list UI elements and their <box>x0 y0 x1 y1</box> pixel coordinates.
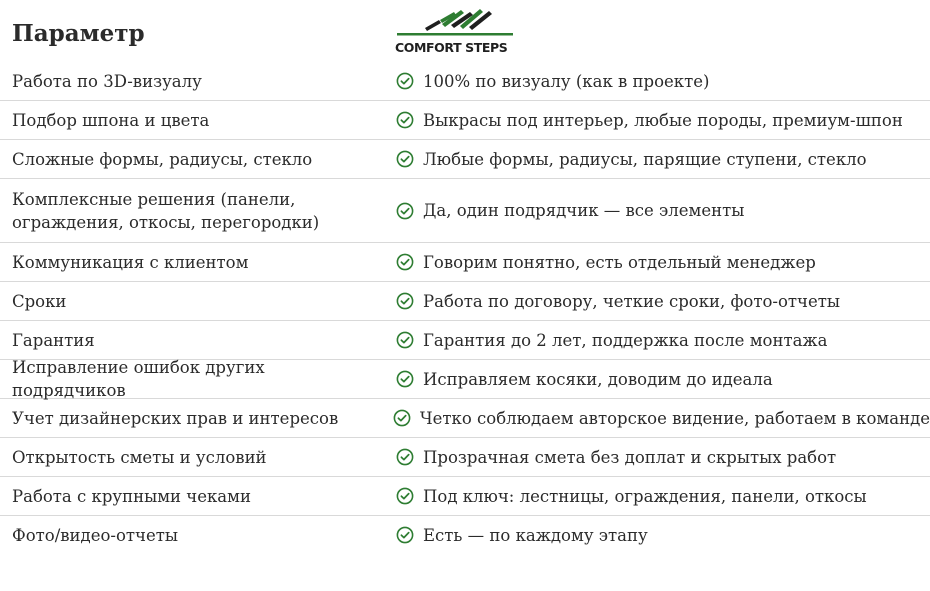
check-circle-icon <box>396 202 414 220</box>
table-row <box>0 360 930 399</box>
value-cell <box>383 109 930 132</box>
check-circle-icon <box>396 370 414 388</box>
table-row <box>0 140 930 179</box>
value-cell <box>383 485 930 508</box>
parameter-cell: Подбор шпона и цвета <box>12 110 210 130</box>
value-cell <box>383 368 930 391</box>
value-text: Прозрачная смета без доплат и скрытых работ <box>423 447 837 467</box>
table-row <box>0 282 930 321</box>
table-row <box>0 438 930 477</box>
check-circle-icon <box>396 331 414 349</box>
parameter-cell: Сроки <box>12 291 67 311</box>
stairs-logo-icon <box>395 4 520 40</box>
value-cell <box>383 329 930 352</box>
parameter-cell: Учет дизайнерских прав и интересов <box>12 408 339 428</box>
value-cell <box>383 524 930 547</box>
check-circle-icon <box>396 487 414 505</box>
value-text: Четко соблюдаем авторское видение, работаем в команде <box>419 408 930 428</box>
parameter-cell: Работа по 3D-визуалу <box>12 71 202 91</box>
table-row <box>0 399 930 438</box>
table-row <box>0 321 930 360</box>
table-row <box>0 101 930 140</box>
value-text: Под ключ: лестницы, ограждения, панели, откосы <box>423 486 867 506</box>
check-circle-icon <box>396 448 414 466</box>
value-text: Есть — по каждому этапу <box>423 525 648 545</box>
table-row <box>0 179 930 243</box>
parameter-cell: Фото/видео-отчеты <box>12 525 178 545</box>
value-text: Любые формы, радиусы, парящие ступени, стекло <box>423 149 867 169</box>
value-text: Выкрасы под интерьер, любые породы, премиум-шпон <box>423 110 903 130</box>
value-text: Да, один подрядчик — все элементы <box>423 201 745 220</box>
check-circle-icon <box>396 111 414 129</box>
value-cell <box>380 407 930 430</box>
value-text: Исправляем косяки, доводим до идеала <box>423 369 773 389</box>
parameter-cell: Открытость сметы и условий <box>12 447 267 467</box>
parameter-cell: Гарантия <box>12 330 95 350</box>
check-circle-icon <box>396 292 414 310</box>
parameter-cell: Комплексные решения (панели, ограждения, откосы, перегородки) <box>12 189 320 232</box>
table-row <box>0 62 930 101</box>
check-circle-icon <box>393 409 411 427</box>
parameter-cell: Сложные формы, радиусы, стекло <box>12 149 313 169</box>
value-cell <box>383 70 930 93</box>
table-row <box>0 477 930 516</box>
value-text: 100% по визуалу (как в проекте) <box>423 71 710 91</box>
value-text: Говорим понятно, есть отдельный менеджер <box>423 252 816 272</box>
comfort-steps-logo <box>395 4 520 54</box>
table-header <box>0 0 930 62</box>
value-cell <box>383 148 930 171</box>
parameter-column-title: Параметр <box>12 20 145 47</box>
value-cell <box>383 199 930 222</box>
check-circle-icon <box>396 253 414 271</box>
parameter-cell: Коммуникация с клиентом <box>12 252 249 272</box>
value-text: Работа по договору, четкие сроки, фото-отчеты <box>423 291 840 311</box>
check-circle-icon <box>396 526 414 544</box>
value-cell <box>383 251 930 274</box>
value-cell <box>383 446 930 469</box>
check-circle-icon <box>396 150 414 168</box>
check-circle-icon <box>396 72 414 90</box>
table-row <box>0 243 930 282</box>
value-text: Гарантия до 2 лет, поддержка после монтажа <box>423 330 828 350</box>
brand-name: COMFORT STEPS <box>395 40 508 55</box>
table-row <box>0 516 930 554</box>
parameter-cell: Исправление ошибок других подрядчиков <box>12 358 265 400</box>
parameter-cell: Работа с крупными чеками <box>12 486 251 506</box>
value-cell <box>383 290 930 313</box>
comparison-table <box>0 62 930 554</box>
